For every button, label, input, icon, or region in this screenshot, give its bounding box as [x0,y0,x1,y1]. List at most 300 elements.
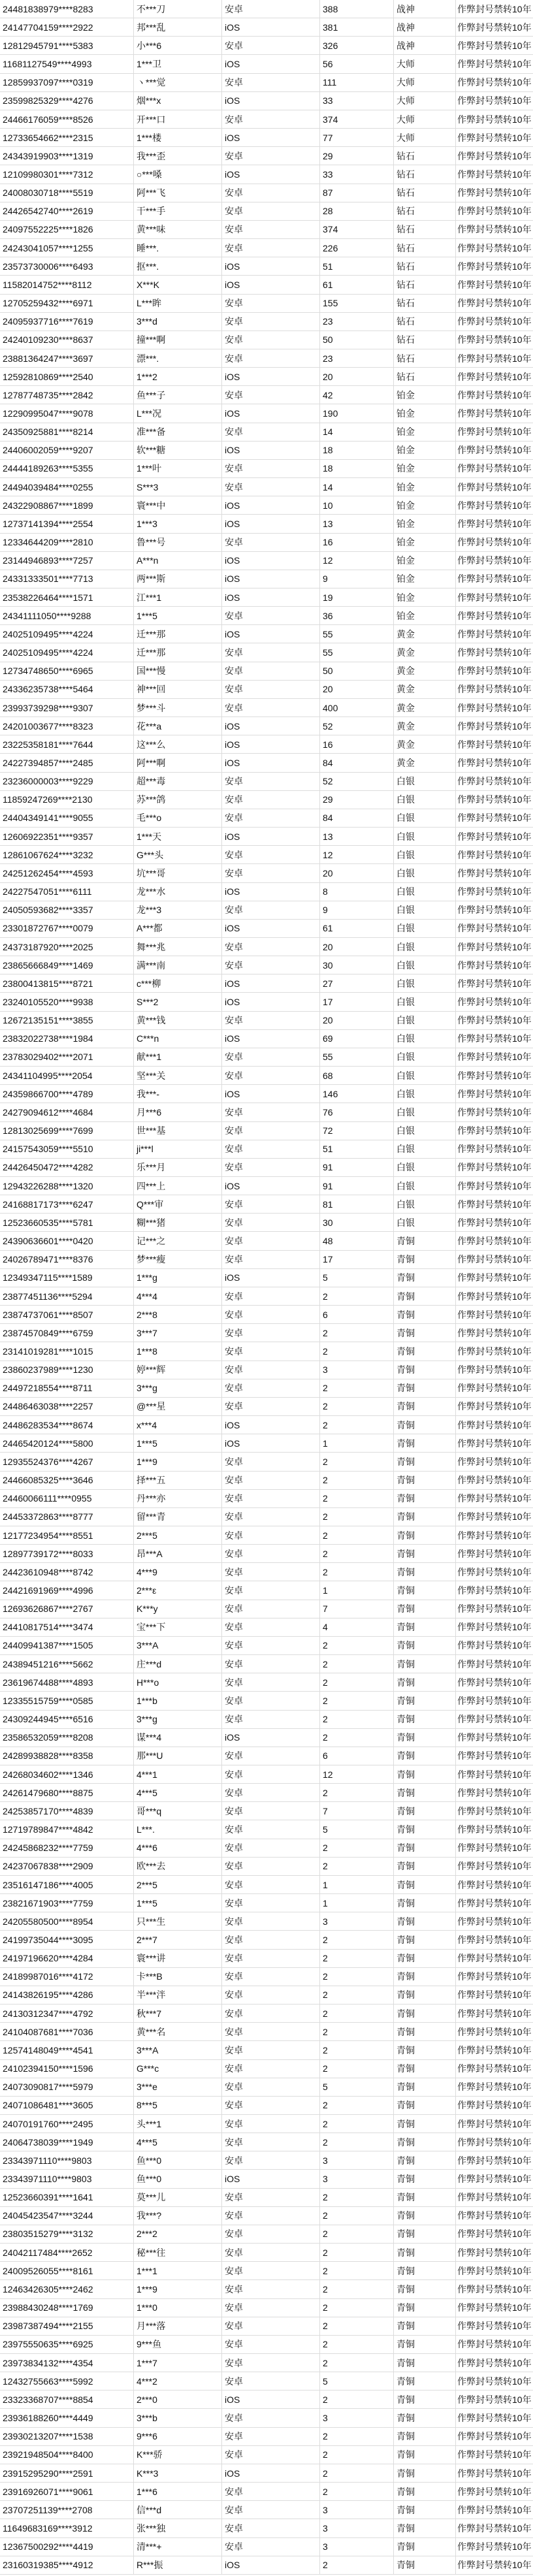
account-id-cell: 24373187920****2025 [0,938,134,956]
nickname-cell: 9***鱼 [134,2336,222,2353]
count-cell: 374 [320,221,394,238]
account-id-cell: 23936188260****4449 [0,2409,134,2426]
nickname-cell: 毛***o [134,809,222,827]
penalty-cell: 作弊封号禁转10年 [457,3,532,14]
nickname-cell: 迁***那 [134,643,222,661]
nickname-cell: H***o [134,1673,222,1691]
count-cell: 52 [320,773,394,790]
platform-cell: 安卓 [222,2262,320,2279]
table-row [0,2428,533,2446]
account-id-cell: 24042117484****2652 [0,2244,134,2261]
account-id-cell: 12574148049****4541 [0,2041,134,2059]
account-id-cell: 12719789847****4842 [0,1820,134,1838]
rank-cell: 铂金 [394,607,456,624]
platform-cell: 安卓 [222,1618,320,1636]
rank-cell: 白银 [394,1085,456,1103]
platform-cell: 安卓 [222,1563,320,1581]
count-cell: 20 [320,864,394,882]
platform-cell: 安卓 [222,1802,320,1820]
platform-cell: 安卓 [222,662,320,680]
platform-cell: 安卓 [222,386,320,404]
count-cell: 2 [320,1508,394,1526]
table-row [0,2299,533,2317]
count-cell: 2 [320,2556,394,2574]
account-id-cell: 24253857170****4839 [0,1802,134,1820]
account-id-cell: 24389451216****5662 [0,1655,134,1673]
rank-cell: 青铜 [394,2004,456,2022]
account-id-cell: 24423610948****8742 [0,1563,134,1581]
platform-cell: 安卓 [222,773,320,790]
count-cell: 51 [320,257,394,275]
nickname-cell: S***3 [134,478,222,496]
penalty-cell: 作弊封号禁转10年 [457,905,532,916]
table-row [0,1398,533,1416]
rank-cell: 白银 [394,828,456,845]
table-row [0,2041,533,2059]
rank-cell: 铂金 [394,442,456,459]
table-row [0,920,533,938]
nickname-cell: 秘***往 [134,2244,222,2261]
penalty-cell: 作弊封号禁转10年 [457,242,532,253]
penalty-cell: 作弊封号禁转10年 [457,371,532,382]
count-cell: 2 [320,1379,394,1397]
platform-cell: 安卓 [222,478,320,496]
penalty-cell: 作弊封号禁转10年 [457,776,532,787]
platform-cell: 安卓 [222,1306,320,1323]
platform-cell: 安卓 [222,147,320,165]
table-row [0,313,533,331]
table-row [0,1085,533,1103]
penalty-cell: 作弊封号禁转10年 [457,279,532,290]
rank-cell: 青铜 [394,1876,456,1893]
penalty-cell: 作弊封号禁转10年 [457,2229,532,2240]
count-cell: 2 [320,1398,394,1415]
nickname-cell: 4***4 [134,1287,222,1305]
penalty-cell: 作弊封号禁转10年 [457,1199,532,1210]
account-id-cell: 12737141394****2554 [0,515,134,532]
account-id-cell: 23821671903****7759 [0,1894,134,1912]
penalty-cell: 作弊封号禁转10年 [457,1879,532,1890]
account-id-cell: 24026789471****8376 [0,1251,134,1268]
nickname-cell: 4***9 [134,1563,222,1581]
account-id-cell: 12813025699****7699 [0,1122,134,1140]
penalty-cell: 作弊封号禁转10年 [457,316,532,327]
rank-cell: 青铜 [394,1618,456,1636]
rank-cell: 青铜 [394,1416,456,1434]
platform-cell: 安卓 [222,1490,320,1507]
platform-cell: iOS [222,828,320,845]
nickname-cell: 1***1 [134,2262,222,2279]
count-cell: 50 [320,331,394,349]
penalty-cell: 作弊封号禁转10年 [457,1750,532,1762]
account-id-cell: 24359866700****4789 [0,1085,134,1103]
count-cell: 5 [320,2372,394,2390]
nickname-cell: 邦***乱 [134,18,222,36]
rank-cell: 青铜 [394,2280,456,2298]
penalty-cell: 作弊封号禁转10年 [457,886,532,897]
platform-cell: 安卓 [222,2078,320,2096]
platform-cell: 安卓 [222,1545,320,1562]
rank-cell: 青铜 [394,1453,456,1470]
table-row [0,1747,533,1765]
count-cell: 2 [320,1342,394,1360]
count-cell: 2 [320,2262,394,2279]
nickname-cell: 2***7 [134,1931,222,1948]
platform-cell: 安卓 [222,1765,320,1783]
platform-cell: 安卓 [222,2538,320,2556]
penalty-cell: 作弊封号禁转10年 [457,867,532,878]
platform-cell: iOS [222,276,320,293]
count-cell: 1 [320,1876,394,1893]
table-row [0,1214,533,1232]
account-id-cell: 24486283534****8674 [0,1416,134,1434]
nickname-cell: 1***5 [134,607,222,624]
nickname-cell: 1***7 [134,2354,222,2372]
rank-cell: 钻石 [394,349,456,367]
nickname-cell: 丹***亦 [134,1490,222,1507]
rank-cell: 黄金 [394,754,456,771]
count-cell: 29 [320,147,394,165]
table-row [0,2483,533,2501]
table-row [0,938,533,956]
rank-cell: 白银 [394,791,456,809]
rank-cell: 青铜 [394,1342,456,1360]
account-id-cell: 23160319385****4912 [0,2556,134,2574]
rank-cell: 青铜 [394,1747,456,1765]
count-cell: 13 [320,515,394,532]
penalty-cell: 作弊封号禁转10年 [457,959,532,971]
platform-cell: 安卓 [222,2336,320,2353]
account-id-cell: 24494039484****0255 [0,478,134,496]
table-row [0,809,533,828]
table-row [0,570,533,588]
penalty-cell: 作弊封号禁转10年 [457,1530,532,1541]
rank-cell: 青铜 [394,2225,456,2243]
platform-cell: 安卓 [222,0,320,18]
platform-cell: 安卓 [222,2280,320,2298]
account-id-cell: 24073090817****5979 [0,2078,134,2096]
account-id-cell: 12177234954****8551 [0,1526,134,1544]
penalty-cell: 作弊封号禁转10年 [457,224,532,235]
nickname-cell: 漂***. [134,349,222,367]
account-id-cell: 12859937097****0319 [0,74,134,91]
count-cell: 2 [320,1655,394,1673]
penalty-cell: 作弊封号禁转10年 [457,1511,532,1522]
count-cell: 61 [320,920,394,937]
rank-cell: 白银 [394,1177,456,1195]
nickname-cell: 黄***名 [134,2023,222,2040]
penalty-cell: 作弊封号禁转10年 [457,22,532,33]
platform-cell: 安卓 [222,1747,320,1765]
rank-cell: 钻石 [394,276,456,293]
count-cell: 10 [320,496,394,514]
nickname-cell: 开***口 [134,110,222,128]
table-row [0,2262,533,2280]
rank-cell: 青铜 [394,1968,456,1986]
table-row [0,239,533,257]
account-id-cell: 24279094612****4684 [0,1103,134,1121]
rank-cell: 青铜 [394,1361,456,1379]
platform-cell: 安卓 [222,1581,320,1599]
count-cell: 2 [320,2115,394,2133]
penalty-cell: 作弊封号禁转10年 [457,1070,532,1081]
count-cell: 13 [320,828,394,845]
platform-cell: 安卓 [222,1950,320,1967]
count-cell: 84 [320,754,394,771]
rank-cell: 钻石 [394,184,456,202]
rank-cell: 青铜 [394,1490,456,1507]
rank-cell: 青铜 [394,1711,456,1728]
table-row [0,717,533,735]
table-row [0,791,533,809]
table-row [0,2189,533,2207]
platform-cell: 安卓 [222,1931,320,1948]
table-row [0,1711,533,1729]
nickname-cell: 满***南 [134,956,222,974]
platform-cell: 安卓 [222,1453,320,1470]
platform-cell: 安卓 [222,2446,320,2464]
nickname-cell: 记***之 [134,1232,222,1249]
count-cell: 2 [320,1545,394,1562]
table-row [0,662,533,681]
count-cell: 81 [320,1195,394,1213]
rank-cell: 钻石 [394,368,456,385]
table-row [0,515,533,533]
table-row [0,74,533,92]
table-row [0,460,533,478]
count-cell: 1 [320,1581,394,1599]
penalty-cell: 作弊封号禁转10年 [457,2174,532,2185]
penalty-cell: 作弊封号禁转10年 [457,684,532,695]
rank-cell: 白银 [394,809,456,827]
platform-cell: iOS [222,588,320,606]
count-cell: 30 [320,956,394,974]
platform-cell: 安卓 [222,1214,320,1231]
platform-cell: 安卓 [222,1361,320,1379]
account-id-cell: 24227547051****6111 [0,883,134,901]
account-id-cell: 12943226288****1320 [0,1177,134,1195]
penalty-cell: 作弊封号禁转10年 [457,720,532,732]
account-id-cell: 24444189263****5355 [0,460,134,477]
penalty-cell: 作弊封号禁转10年 [457,2192,532,2203]
platform-cell: 安卓 [222,2317,320,2335]
table-row [0,2446,533,2464]
table-row [0,276,533,294]
table-row [0,1472,533,1490]
account-id-cell: 24168817173****6247 [0,1195,134,1213]
count-cell: 3 [320,2538,394,2556]
count-cell: 3 [320,2519,394,2537]
table-row [0,386,533,404]
account-id-cell: 12523660535****5781 [0,1214,134,1231]
penalty-cell: 作弊封号禁转10年 [457,1493,532,1504]
nickname-cell: L***. [134,1820,222,1838]
penalty-cell: 作弊封号禁转10年 [457,739,532,750]
penalty-cell: 作弊封号禁转10年 [457,1640,532,1651]
rank-cell: 青铜 [394,2151,456,2169]
penalty-cell: 作弊封号禁转10年 [457,518,532,529]
table-row [0,1030,533,1048]
rank-cell: 白银 [394,883,456,901]
nickname-cell: 寰***中 [134,496,222,514]
rank-cell: 青铜 [394,2170,456,2187]
rank-cell: 黄金 [394,662,456,680]
platform-cell: 安卓 [222,1876,320,1893]
platform-cell: 安卓 [222,423,320,441]
platform-cell: iOS [222,92,320,110]
rank-cell: 青铜 [394,1729,456,1747]
table-row [0,404,533,423]
count-cell: 68 [320,1067,394,1084]
rank-cell: 铂金 [394,534,456,551]
account-id-cell: 24095937716****7619 [0,313,134,330]
table-row [0,956,533,974]
nickname-cell: 半***泮 [134,1986,222,2004]
penalty-cell: 作弊封号禁转10年 [457,1843,532,1854]
rank-cell: 青铜 [394,1950,456,1967]
account-id-cell: 23874737061****8507 [0,1306,134,1323]
rank-cell: 青铜 [394,2189,456,2206]
rank-cell: 大师 [394,129,456,146]
rank-cell: 黄金 [394,717,456,735]
rank-cell: 钻石 [394,313,456,330]
nickname-cell: 龙***水 [134,883,222,901]
account-id-cell: 12334644209****2810 [0,534,134,551]
penalty-cell: 作弊封号禁转10年 [457,445,532,456]
table-row [0,1453,533,1471]
penalty-cell: 作弊封号禁转10年 [457,1989,532,2001]
platform-cell: 安卓 [222,2409,320,2426]
nickname-cell: 龙***3 [134,901,222,919]
rank-cell: 青铜 [394,1472,456,1489]
table-row [0,1950,533,1968]
platform-cell: 安卓 [222,1159,320,1176]
count-cell: 400 [320,699,394,716]
platform-cell: 安卓 [222,864,320,882]
count-cell: 2 [320,2446,394,2464]
nickname-cell: 舞***兆 [134,938,222,956]
rank-cell: 铂金 [394,386,456,404]
account-id-cell: 24189987016****4172 [0,1968,134,1986]
rank-cell: 白银 [394,974,456,992]
table-row [0,681,533,699]
rank-cell: 白银 [394,1030,456,1048]
table-row [0,2207,533,2225]
nickname-cell: 两***斯 [134,570,222,588]
account-id-cell: 23865666849****1469 [0,956,134,974]
count-cell: 91 [320,1177,394,1195]
count-cell: 12 [320,846,394,863]
count-cell: 20 [320,1012,394,1029]
count-cell: 17 [320,993,394,1010]
penalty-cell: 作弊封号禁转10年 [457,1953,532,1964]
count-cell: 77 [320,129,394,146]
table-row [0,643,533,662]
nickname-cell: L***况 [134,404,222,422]
rank-cell: 青铜 [394,1673,456,1691]
account-id-cell: 24406002059****9207 [0,442,134,459]
table-row [0,1876,533,1894]
account-id-cell: 24102394150****1596 [0,2060,134,2078]
penalty-cell: 作弊封号禁转10年 [457,2210,532,2221]
account-id-cell: 24064738039****1949 [0,2133,134,2151]
rank-cell: 大师 [394,92,456,110]
account-id-cell: 24009526055****8161 [0,2262,134,2279]
platform-cell: 安卓 [222,1820,320,1838]
penalty-cell: 作弊封号禁转10年 [457,1125,532,1136]
table-row [0,184,533,202]
count-cell: 72 [320,1122,394,1140]
nickname-cell: 1***0 [134,2299,222,2317]
count-cell: 2 [320,1711,394,1728]
account-id-cell: 24481838979****8283 [0,0,134,18]
table-row [0,1195,533,1214]
table-row [0,773,533,791]
account-id-cell: 23877451136****5294 [0,1287,134,1305]
nickname-cell: 鱼***子 [134,386,222,404]
nickname-cell: 抠***. [134,257,222,275]
penalty-cell: 作弊封号禁转10年 [457,2283,532,2294]
penalty-cell: 作弊封号禁转10年 [457,1088,532,1099]
platform-cell: iOS [222,1030,320,1048]
penalty-cell: 作弊封号禁转10年 [457,132,532,143]
penalty-cell: 作弊封号禁转10年 [457,1622,532,1633]
rank-cell: 白银 [394,920,456,937]
penalty-cell: 作弊封号禁转10年 [457,463,532,474]
penalty-cell: 作弊封号禁转10年 [457,408,532,419]
table-row [0,2519,533,2537]
platform-cell: 安卓 [222,2483,320,2500]
penalty-cell: 作弊封号禁转10年 [457,2522,532,2534]
nickname-cell: 这***么 [134,735,222,753]
rank-cell: 白银 [394,1122,456,1140]
rank-cell: 青铜 [394,2244,456,2261]
count-cell: 17 [320,1251,394,1268]
count-cell: 3 [320,2170,394,2187]
penalty-cell: 作弊封号禁转10年 [457,2026,532,2037]
table-row [0,754,533,772]
account-id-cell: 24261479680****8875 [0,1784,134,1801]
platform-cell: 安卓 [222,110,320,128]
nickname-cell: 1***b [134,1692,222,1709]
count-cell: 33 [320,165,394,183]
penalty-cell: 作弊封号禁转10年 [457,298,532,309]
platform-cell: 安卓 [222,1986,320,2004]
rank-cell: 青铜 [394,1839,456,1857]
penalty-cell: 作弊封号禁转10年 [457,389,532,400]
account-id-cell: 12432755663****5992 [0,2372,134,2390]
penalty-cell: 作弊封号禁转10年 [457,997,532,1008]
nickname-cell: 献***1 [134,1048,222,1066]
nickname-cell: ○***嗓 [134,165,222,183]
count-cell: 18 [320,442,394,459]
penalty-cell: 作弊封号禁转10年 [457,831,532,842]
account-id-cell: 23343971110****9803 [0,2170,134,2187]
account-id-cell: 24197196620****4284 [0,1950,134,1967]
nickname-cell: 4***1 [134,1765,222,1783]
account-id-cell: 24050593682****3357 [0,901,134,919]
rank-cell: 铂金 [394,496,456,514]
count-cell: 226 [320,239,394,257]
nickname-cell: A***都 [134,920,222,937]
count-cell: 18 [320,460,394,477]
count-cell: 2 [320,2244,394,2261]
penalty-cell: 作弊封号禁转10年 [457,573,532,585]
nickname-cell: x***4 [134,1416,222,1434]
nickname-cell: ヽ***觉 [134,74,222,91]
count-cell: 155 [320,295,394,312]
rank-cell: 铂金 [394,515,456,532]
